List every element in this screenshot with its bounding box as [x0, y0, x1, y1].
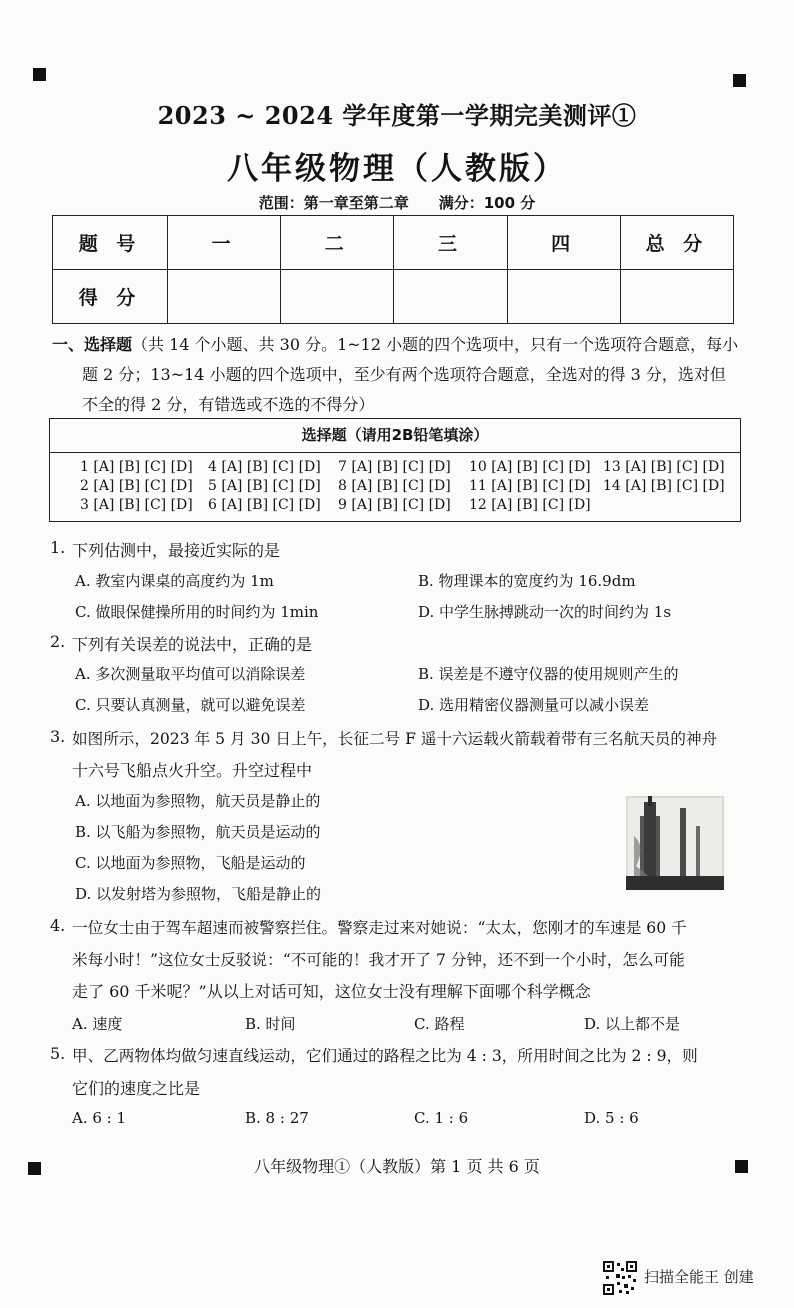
question-number: 4. [50, 916, 66, 935]
answer-row[interactable]: 8 [A] [B] [C] [D] [338, 478, 451, 494]
question-option: D. 以发射塔为参照物，飞船是静止的 [75, 885, 322, 903]
question-stem: 如图所示，2023 年 5 月 30 日上午，长征二号 F 遥十六运载火箭载着带有三名航天员的神舟 [72, 730, 718, 748]
rocket-launch-photo [626, 796, 724, 890]
score-blank[interactable] [394, 270, 507, 324]
question-option: A. 6 : 1 [72, 1109, 127, 1127]
question-option: B. 8 : 27 [245, 1109, 309, 1127]
score-cell: 二 [281, 216, 394, 270]
score-blank[interactable] [168, 270, 281, 324]
score-table [52, 215, 734, 324]
exam-scope: 范围：第一章至第二章 满分：100 分 [258, 194, 536, 212]
question-option: D. 5 : 6 [584, 1109, 639, 1127]
answer-row[interactable]: 4 [A] [B] [C] [D] [208, 459, 321, 475]
score-cell: 得 分 [53, 270, 168, 324]
score-blank[interactable] [620, 270, 733, 324]
answer-row[interactable]: 3 [A] [B] [C] [D] [80, 497, 193, 513]
score-cell: 总 分 [620, 216, 733, 270]
question-stem: 米每小时！”这位女士反驳说：“不可能的！我才开了 7 分钟，还不到一个小时，怎么可能 [72, 951, 685, 969]
question-option: A. 教室内课桌的高度约为 1m [75, 572, 274, 590]
question-number: 3. [50, 727, 66, 746]
score-blank[interactable] [507, 270, 620, 324]
question-stem: 下列有关误差的说法中，正确的是 [72, 635, 313, 654]
page-footer: 八年级物理①（人教版）第 1 页 共 6 页 [254, 1157, 540, 1176]
question-option: A. 速度 [72, 1015, 123, 1033]
question-option: B. 误差是不遵守仪器的使用规则产生的 [418, 665, 679, 683]
question-stem: 下列估测中，最接近实际的是 [72, 541, 281, 560]
section-desc-line: （共 14 个小题、共 30 分。1~12 小题的四个选项中，只有一个选项符合题意，每小 [132, 335, 739, 354]
registration-mark [33, 68, 46, 81]
question-stem: 甲、乙两物体均做匀速直线运动，它们通过的路程之比为 4 : 3，所用时间之比为 2 : 9，则 [72, 1047, 698, 1065]
answer-row[interactable]: 6 [A] [B] [C] [D] [208, 497, 321, 513]
registration-mark [733, 74, 746, 87]
question-option: C. 只要认真测量，就可以避免误差 [75, 696, 306, 714]
question-option: C. 做眼保健操所用的时间约为 1min [75, 603, 319, 621]
question-stem: 它们的速度之比是 [72, 1079, 201, 1098]
question-option: C. 以地面为参照物，飞船是运动的 [75, 854, 306, 872]
score-cell: 四 [507, 216, 620, 270]
scanner-watermark: 扫描全能王 创建 [644, 1268, 754, 1286]
answer-sheet [49, 418, 741, 522]
score-cell: 一 [168, 216, 281, 270]
answer-row[interactable]: 1 [A] [B] [C] [D] [80, 459, 193, 475]
section-desc-line: 不全的得 2 分，有错选或不选的不得分） [82, 395, 375, 414]
section-title: 一、选择题 [52, 335, 133, 354]
exam-title: 2023 ~ 2024 学年度第一学期完美测评① [157, 101, 637, 130]
question-option: D. 选用精密仪器测量可以减小误差 [418, 696, 650, 714]
question-number: 1. [50, 538, 66, 557]
question-number: 2. [50, 632, 66, 651]
exam-subject: 八年级物理（人教版） [227, 151, 567, 187]
question-stem: 走了 60 千米呢？”从以上对话可知，这位女士没有理解下面哪个科学概念 [72, 982, 591, 1001]
score-table-header-row [53, 216, 734, 270]
answer-row[interactable]: 14 [A] [B] [C] [D] [603, 478, 725, 494]
answer-sheet-title: 选择题（请用2B铅笔填涂） [50, 419, 740, 453]
question-stem: 一位女士由于驾车超速而被警察拦住。警察走过来对她说：“太太，您刚才的车速是 60 千 [72, 919, 687, 937]
answer-row[interactable]: 12 [A] [B] [C] [D] [469, 497, 591, 513]
question-option: C. 路程 [414, 1015, 465, 1033]
question-option: C. 1 : 6 [414, 1109, 469, 1127]
answer-row[interactable]: 10 [A] [B] [C] [D] [469, 459, 591, 475]
answer-row[interactable]: 11 [A] [B] [C] [D] [469, 478, 591, 494]
qr-code-icon [602, 1260, 638, 1296]
section-desc-line: 题 2 分；13~14 小题的四个选项中，至少有两个选项符合题意，全选对的得 3 分，选对但 [82, 365, 726, 384]
question-option: B. 物理课本的宽度约为 16.9dm [418, 572, 636, 590]
score-cell: 题 号 [53, 216, 168, 270]
question-option: D. 以上都不是 [584, 1015, 681, 1033]
question-option: B. 以飞船为参照物，航天员是运动的 [75, 823, 321, 841]
score-cell: 三 [394, 216, 507, 270]
question-option: A. 多次测量取平均值可以消除误差 [75, 665, 306, 683]
answer-row[interactable]: 5 [A] [B] [C] [D] [208, 478, 321, 494]
question-number: 5. [50, 1044, 66, 1063]
answer-row[interactable]: 13 [A] [B] [C] [D] [603, 459, 725, 475]
question-stem: 十六号飞船点火升空。升空过程中 [72, 761, 313, 780]
question-option: D. 中学生脉搏跳动一次的时间约为 1s [418, 603, 672, 621]
question-option: A. 以地面为参照物，航天员是静止的 [75, 792, 321, 810]
answer-row[interactable]: 2 [A] [B] [C] [D] [80, 478, 193, 494]
score-blank[interactable] [281, 270, 394, 324]
question-option: B. 时间 [245, 1015, 296, 1033]
section-instructions [52, 330, 742, 420]
answer-row[interactable]: 9 [A] [B] [C] [D] [338, 497, 451, 513]
answer-row[interactable]: 7 [A] [B] [C] [D] [338, 459, 451, 475]
score-table-score-row [53, 270, 734, 324]
